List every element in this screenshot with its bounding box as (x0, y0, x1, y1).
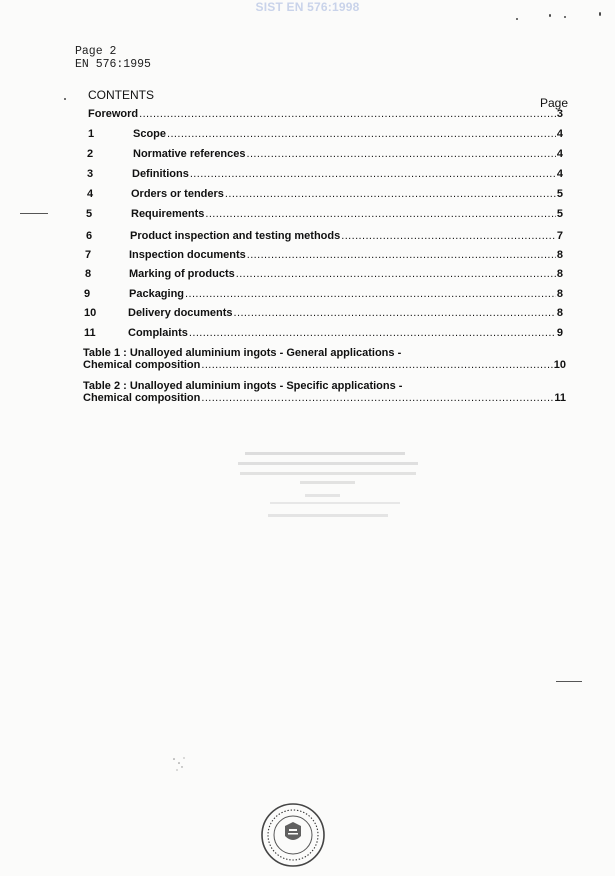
dot-leader (167, 128, 556, 140)
toc-entry-page: 4 (556, 128, 563, 140)
toc-entry[interactable] (88, 128, 563, 140)
dot-leader (201, 359, 552, 371)
toc-entry-number: 11 (84, 327, 96, 339)
toc-entry-page: 9 (556, 327, 563, 339)
toc-entry-foreword[interactable] (88, 108, 563, 120)
toc-entry-page: 8 (556, 268, 563, 280)
dot-leader (139, 108, 556, 120)
dot-leader (234, 307, 556, 319)
toc-entry-title: Marking of products (129, 268, 235, 280)
toc-entry-number: 5 (86, 208, 93, 220)
toc-entry-page: 4 (556, 148, 563, 160)
scan-speck (599, 12, 601, 16)
toc-entry-page: 5 (556, 208, 563, 220)
toc-table-entry[interactable] (83, 347, 566, 371)
toc-entry-page: 11 (554, 392, 566, 404)
toc-entry-title: Normative references (133, 148, 246, 160)
toc-table-title: Table 2 : Unalloyed aluminium ingots - Specific applications - (83, 380, 403, 392)
scan-mark (556, 681, 582, 682)
page-label: Page 2 (75, 45, 117, 58)
toc-entry[interactable] (87, 168, 563, 180)
toc-entry[interactable] (86, 208, 563, 220)
toc-entry-number: 8 (85, 268, 92, 280)
toc-entry-number: 3 (87, 168, 94, 180)
page-column-heading: Page (540, 96, 569, 110)
toc-entry-page: 7 (556, 230, 563, 242)
toc-entry-page: 8 (556, 288, 563, 300)
toc-table-entry[interactable] (83, 380, 566, 404)
toc-entry-number: 2 (87, 148, 94, 160)
toc-entry-title: Product inspection and testing methods (130, 230, 341, 242)
toc-entry-number: 7 (85, 249, 92, 261)
watermark: SIST EN 576:1998 (255, 0, 360, 14)
dot-leader (247, 249, 556, 261)
toc-entry[interactable] (86, 230, 563, 242)
toc-entry-title: Definitions (132, 168, 189, 180)
toc-entry-number: 4 (87, 188, 94, 200)
toc-entry-page: 8 (556, 307, 563, 319)
dot-leader (189, 327, 556, 339)
dot-leader (225, 188, 556, 200)
toc-entry-number: 6 (86, 230, 93, 242)
toc-entry[interactable] (84, 288, 563, 300)
toc-entry[interactable] (85, 268, 563, 280)
dot-leader (341, 230, 556, 242)
toc-entry-title: Inspection documents (129, 249, 246, 261)
faded-library-stamp (230, 450, 430, 530)
toc-entry-title: Scope (133, 128, 167, 140)
toc-entry-page: 3 (556, 108, 563, 120)
toc-table-subtitle: Chemical composition (83, 359, 201, 371)
toc-entry-number: 9 (84, 288, 91, 300)
toc-entry-page: 10 (553, 359, 566, 371)
toc-table-title: Table 1 : Unalloyed aluminium ingots - General applications - (83, 347, 402, 359)
dot-leader (201, 392, 553, 404)
toc-entry[interactable] (87, 148, 563, 160)
toc-entry-number: 10 (84, 307, 97, 319)
toc-entry[interactable] (84, 307, 563, 319)
toc-entry-page: 5 (556, 188, 563, 200)
scan-marks (170, 755, 190, 775)
official-seal-stamp (258, 800, 328, 870)
toc-entry-title: Orders or tenders (131, 188, 224, 200)
scan-mark (20, 213, 48, 214)
dot-leader (205, 208, 556, 220)
toc-entry-number: 1 (88, 128, 95, 140)
toc-entry[interactable] (87, 188, 563, 200)
scan-speck (516, 18, 518, 20)
scan-speck (564, 16, 566, 18)
scan-speck (64, 98, 66, 100)
toc-entry-title: Requirements (131, 208, 205, 220)
toc-entry-page: 4 (556, 168, 563, 180)
toc-entry-title: Delivery documents (128, 307, 233, 319)
toc-entry-page: 8 (556, 249, 563, 261)
toc-entry-title: Foreword (88, 108, 139, 120)
standard-reference: EN 576:1995 (75, 58, 151, 71)
toc-entry[interactable] (84, 327, 563, 339)
dot-leader (247, 148, 556, 160)
dot-leader (236, 268, 556, 280)
toc-entry-title: Complaints (128, 327, 188, 339)
toc-entry-title: Packaging (129, 288, 185, 300)
dot-leader (185, 288, 556, 300)
dot-leader (190, 168, 556, 180)
contents-heading: CONTENTS (88, 88, 154, 102)
toc-table-subtitle: Chemical composition (83, 392, 201, 404)
scan-speck (549, 14, 551, 17)
toc-entry[interactable] (85, 249, 563, 261)
